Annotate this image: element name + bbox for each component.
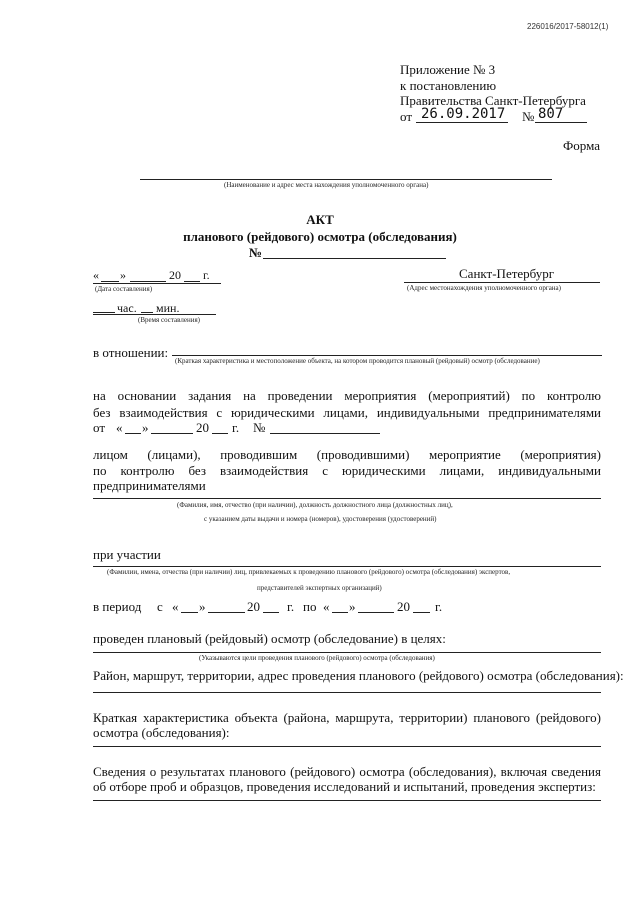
persons-line3: предпринимателями <box>93 478 206 493</box>
act-no-sign: № <box>249 245 263 260</box>
basis-line1: на основании задания на проведении мероприятия (мероприятий) по контролю <box>93 388 601 403</box>
appendix-ot: от <box>400 109 413 124</box>
period-g-1: г. <box>287 599 295 614</box>
basis-open-quote: « <box>116 420 123 435</box>
period-open-quote-2: « <box>323 599 330 614</box>
caption-part2: представителей экспертных организаций) <box>257 584 382 592</box>
city: Санкт-Петербург <box>459 266 555 281</box>
act-subtitle: планового (рейдового) осмотра (обследования) <box>183 229 457 244</box>
conducted-label: проведен плановый (рейдовый) осмотр (обследование) в целях: <box>93 631 446 646</box>
date-open-quote: « <box>93 268 99 282</box>
period-to: по <box>303 599 317 614</box>
act-title: АКТ <box>306 212 334 227</box>
document-id: 226016/2017-58012(1) <box>527 22 609 31</box>
caption-time: (Время составления) <box>138 316 201 324</box>
caption-object: (Краткая характеристика и местоположение объекта, на котором проводится плановый (рейдовый) осмотр (обследование) <box>175 357 540 365</box>
time-hours: час. <box>117 301 137 315</box>
appendix-government: Правительства Санкт-Петербурга <box>400 93 586 108</box>
date-year: 20 <box>169 268 181 282</box>
persons-line1: лицом (лицами), проводившим (проводившими) мероприятие (мероприятия) <box>93 447 601 462</box>
period-g-2: г. <box>435 599 443 614</box>
persons-line2: по контролю без взаимодействия с юридическими лицами, индивидуальными <box>93 463 601 478</box>
appendix-no-sign: № <box>522 109 535 124</box>
appendix-num: 807 <box>538 106 564 122</box>
period-year-1: 20 <box>247 599 260 614</box>
summary-line2: осмотра (обследования): <box>93 725 230 740</box>
caption-goals: (Указываются цели проведения планового (рейдового) осмотра (обследования) <box>199 654 435 662</box>
results-line2: об отборе проб и образцов, проведения исследований и испытаний, проведения экспертиз: <box>93 779 596 794</box>
caption-fio2: с указанием даты выдачи и номера (номеров), удостоверения (удостоверений) <box>204 515 437 523</box>
caption-date: (Дата составления) <box>95 285 153 293</box>
appendix-number: Приложение № 3 <box>400 62 496 77</box>
period-open-quote-1: « <box>172 599 179 614</box>
basis-line2: без взаимодействия с юридическими лицами, индивидуальными предпринимателями <box>93 405 601 420</box>
date-g: г. <box>203 268 210 282</box>
basis-close-quote: » <box>142 420 149 435</box>
basis-no-sign: № <box>253 420 266 435</box>
period-close-quote-2: » <box>349 599 356 614</box>
period-from: с <box>157 599 163 614</box>
period-year-2: 20 <box>397 599 410 614</box>
basis-year: 20 <box>196 420 209 435</box>
period-label: в период <box>93 599 142 614</box>
regarding-label: в отношении: <box>93 345 169 360</box>
form-label: Форма <box>563 138 600 153</box>
date-close-quote: » <box>120 268 126 282</box>
summary-line1: Краткая характеристика объекта (района, маршрута, территории) планового (рейдового) <box>93 710 601 725</box>
time-minutes: мин. <box>156 301 180 315</box>
period-close-quote-1: » <box>199 599 206 614</box>
appendix-date: 26.09.2017 <box>421 106 506 122</box>
caption-organ: (Наименование и адрес места нахождения уполномоченного органа) <box>224 181 429 189</box>
caption-part1: (Фамилии, имена, отчества (при наличии) лиц, привлекаемых к проведению планового (рейдового) осмотра (обследования) экспертов, <box>107 568 511 576</box>
district-label: Район, маршрут, территории, адрес проведения планового (рейдового) осмотра (обследования): <box>93 668 624 683</box>
caption-fio1: (Фамилия, имя, отчество (при наличии), должность должностного лица (должностных лиц), <box>177 501 453 509</box>
caption-address: (Адрес местонахождения уполномоченного органа) <box>407 284 561 292</box>
results-line1: Сведения о результатах планового (рейдового) осмотра (обследования), включая сведения <box>93 764 601 779</box>
participation-label: при участии <box>93 547 161 562</box>
basis-g: г. <box>232 420 240 435</box>
basis-ot: от <box>93 420 106 435</box>
appendix-resolution: к постановлению <box>400 78 497 93</box>
